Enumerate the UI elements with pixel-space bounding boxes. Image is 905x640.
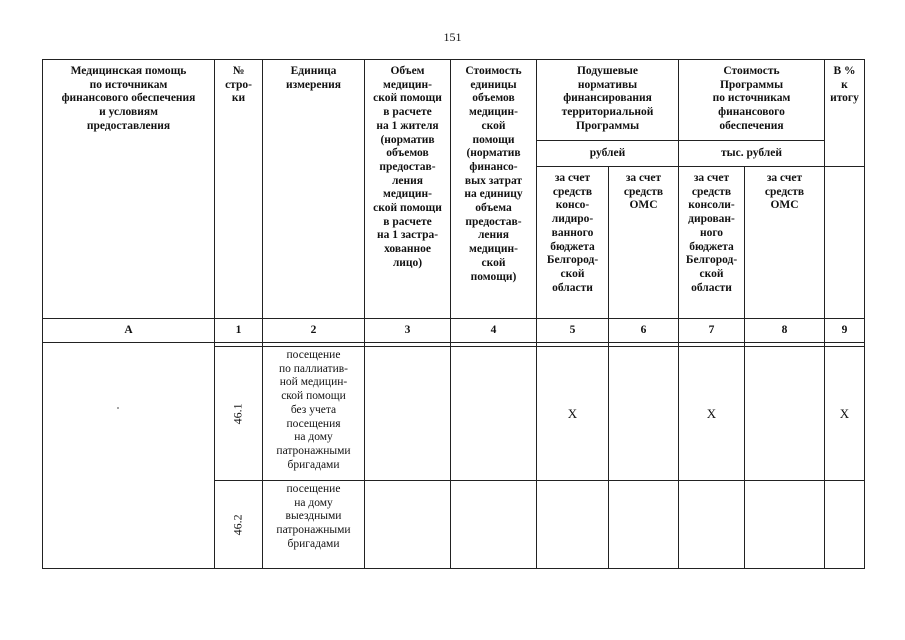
- row-volume: [365, 481, 451, 569]
- row-regional-budget-thousands: [679, 481, 745, 569]
- row-line-number: 46.2: [215, 481, 263, 569]
- header-regional-budget-rubles: за счет средств консо- лидиро- ванного бюджета Белгород- ской области: [537, 167, 609, 319]
- header-oms-rubles: за счет средств ОМС: [609, 167, 679, 319]
- col-num-4: 4: [451, 319, 537, 343]
- col-num-9: 9: [825, 319, 865, 343]
- header-line-number: № стро- ки: [215, 60, 263, 319]
- header-unit-cost: Стоимость единицы объемов медицин- ской помощи (норматив финансо- вых затрат на единицу объема предостав- ления медицин- ской помощи): [451, 60, 537, 319]
- header-program-cost: Стоимость Программы по источникам финансового обеспечения: [679, 60, 825, 141]
- col-num-2: 2: [263, 319, 365, 343]
- header-unit-thousand-rubles: тыс. рублей: [679, 141, 825, 167]
- col-num-6: 6: [609, 319, 679, 343]
- header-percent: В % к итогу: [825, 60, 865, 167]
- row-percent: X: [825, 347, 865, 481]
- col-num-3: 3: [365, 319, 451, 343]
- row-oms-thousands: [745, 347, 825, 481]
- row-regional-budget-thousands: X: [679, 347, 745, 481]
- header-regional-budget-thousands: за счет средств консоли- дирован- ного бюджета Белгород- ской области: [679, 167, 745, 319]
- scan-speck: [117, 407, 119, 409]
- row-regional-budget-rubles: [537, 481, 609, 569]
- row-oms-rubles: [609, 481, 679, 569]
- row-unit-cost: [451, 347, 537, 481]
- row-unit: посещение по паллиатив- ной медицин- ской помощи без учета посещения на дому патронажными бригадами: [263, 347, 365, 481]
- numbering-row: [43, 319, 865, 343]
- row-oms-rubles: [609, 347, 679, 481]
- header-volume: Объем медицин- ской помощи в расчете на 1 жителя (норматив объемов предостав- ления медицин- ской помощи в расчете на 1 застра- хованное лицо): [365, 60, 451, 319]
- row-volume: [365, 347, 451, 481]
- header-unit-rubles: рублей: [537, 141, 679, 167]
- page-number: 151: [443, 30, 462, 44]
- row-oms-thousands: [745, 481, 825, 569]
- col-num-a: А: [43, 319, 215, 343]
- header-oms-thousands: за счет средств ОМС: [745, 167, 825, 319]
- col-num-5: 5: [537, 319, 609, 343]
- financing-table: [42, 59, 865, 569]
- table-row: [43, 347, 865, 481]
- header-per-capita-norms: Подушевые нормативы финансирования территориальной Программы: [537, 60, 679, 141]
- row-percent: [825, 481, 865, 569]
- header-empty-cell: [825, 167, 865, 319]
- header-medical-care: Медицинская помощь по источникам финансового обеспечения и условиям предоставления: [43, 60, 215, 319]
- header-unit: Единица измерения: [263, 60, 365, 319]
- row-regional-budget-rubles: X: [537, 347, 609, 481]
- col-num-7: 7: [679, 319, 745, 343]
- row-category-cell: [43, 347, 215, 569]
- col-num-1: 1: [215, 319, 263, 343]
- row-line-number: 46.1: [215, 347, 263, 481]
- row-unit: посещение на дому выездными патронажными бригадами: [263, 481, 365, 569]
- col-num-8: 8: [745, 319, 825, 343]
- row-unit-cost: [451, 481, 537, 569]
